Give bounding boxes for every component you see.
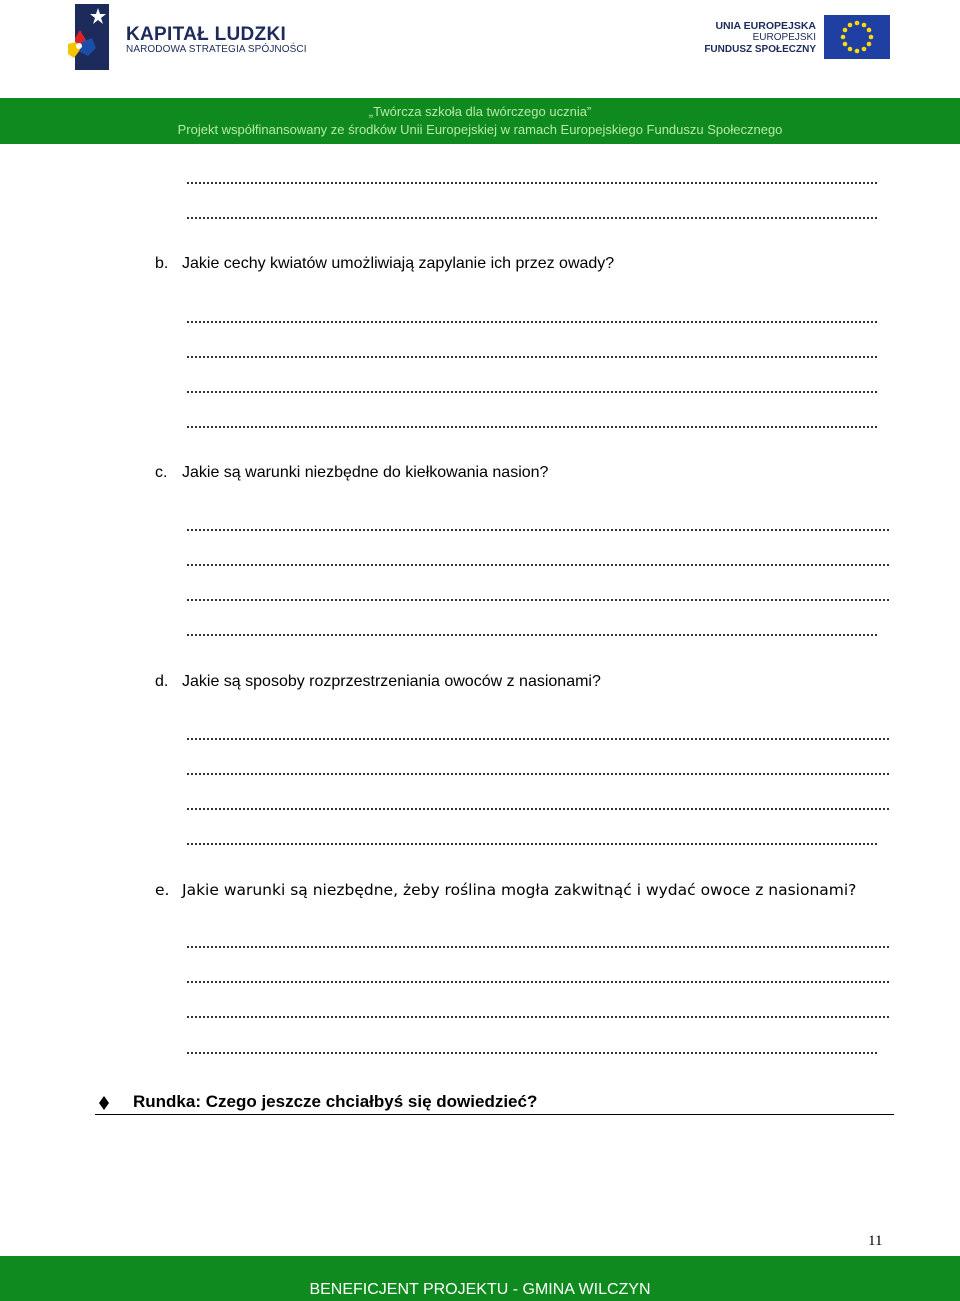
answer-line[interactable] [186, 1052, 878, 1054]
eu-fund-label [704, 20, 816, 56]
kapital-ludzki-title: KAPITAŁ LUDZKI [126, 24, 287, 45]
answer-line[interactable] [186, 981, 890, 983]
divider [95, 1114, 894, 1115]
rundka-heading: Rundka: Czego jeszcze chciałbyś się dowiedzieć? [133, 1092, 538, 1111]
answer-line[interactable] [186, 1016, 890, 1018]
answer-line[interactable] [186, 634, 878, 636]
kapital-ludzki-subtitle: NARODOWA STRATEGIA SPÓJNOŚCI [126, 44, 307, 55]
answer-line[interactable] [186, 738, 890, 740]
question-letter: c. [155, 464, 168, 481]
answer-line[interactable] [186, 356, 878, 358]
answer-line[interactable] [186, 564, 890, 566]
answer-line[interactable] [186, 426, 878, 428]
question-text: Jakie są warunki niezbędne do kiełkowania nasion? [182, 464, 549, 481]
kapital-ludzki-logo-icon [68, 4, 112, 70]
answer-line[interactable] [186, 808, 890, 810]
question-letter: b. [155, 255, 169, 272]
answer-line[interactable] [186, 182, 878, 184]
eu-european-label: EUROPEJSKI [752, 32, 816, 43]
question-text: Jakie cechy kwiatów umożliwiają zapylanie ich przez owady? [182, 255, 615, 272]
project-title: „Twórcza szkoła dla twórczego ucznia” [368, 104, 592, 119]
answer-line[interactable] [186, 321, 878, 323]
question-letter: e. [155, 881, 170, 899]
answer-line[interactable] [186, 946, 890, 948]
footer-beneficiary: BENEFICJENT PROJEKTU - GMINA WILCZYN [309, 1281, 651, 1298]
answer-line[interactable] [186, 773, 890, 775]
answer-line[interactable] [186, 217, 878, 219]
page-number: 11 [868, 1233, 883, 1249]
answer-line[interactable] [186, 391, 878, 393]
eu-union-label: UNIA EUROPEJSKA [715, 20, 816, 32]
question-text: Jakie są sposoby rozprzestrzeniania owoców z nasionami? [182, 673, 601, 690]
project-cofinancing-note: Projekt współfinansowany ze środków Unii Europejskiej w ramach Europejskiego Funduszu Społecznego [177, 122, 783, 137]
answer-line[interactable] [186, 529, 890, 531]
eu-social-fund-label: FUNDUSZ SPOŁECZNY [704, 44, 816, 55]
eu-flag-icon [824, 15, 890, 59]
question-text: Jakie warunki są niezbędne, żeby roślina mogła zakwitnąć i wydać owoce z nasionami? [182, 881, 857, 899]
answer-line[interactable] [186, 843, 878, 845]
diamond-bullet-icon [99, 1096, 109, 1110]
answer-line[interactable] [186, 599, 890, 601]
question-letter: d. [155, 673, 169, 690]
